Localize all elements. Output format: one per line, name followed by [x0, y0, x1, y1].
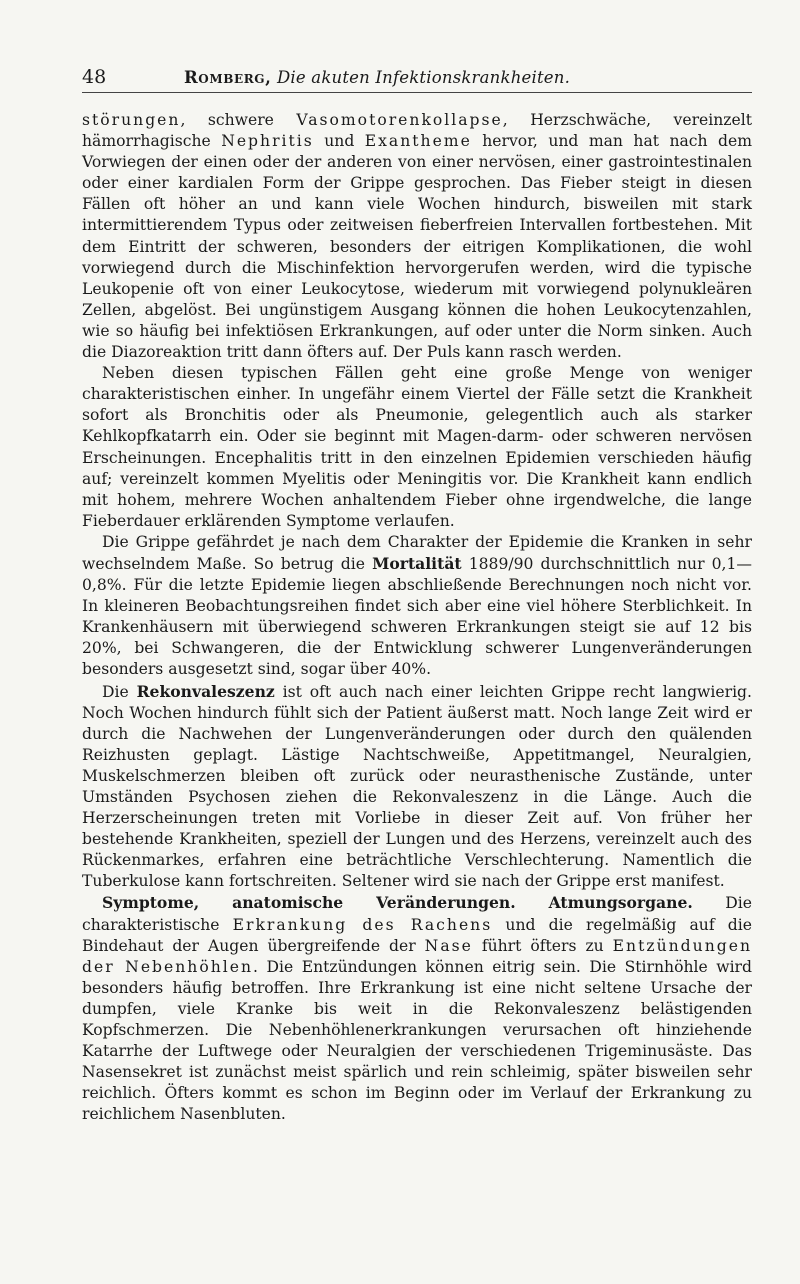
text-run: , Herzschwäche, vereinzelt hämorrhagische — [82, 111, 752, 151]
spaced-term: Nephritis — [221, 132, 314, 151]
spaced-term: Vasomotorenkollapse — [296, 111, 503, 129]
text-run: und die regelmäßig auf die Bindehaut der Augen übergreifende der — [82, 915, 752, 955]
paragraph-4 — [82, 681, 752, 893]
section-heading: Symptome, anatomische Veränderungen. Atmungsorgane. — [102, 893, 693, 913]
text-run: ist oft auch nach einer leichten Grippe recht langwierig. Noch Wochen hindurch fühlt sich der Patient äußerst matt. Noch lange Zeit wird er durch die Nachwehen der Lungenveränderungen oder durch den quälenden Reizhusten geplagt. Lästige Nachtschweiße, Appetitmangel, Neuralgien, Muskelschmerzen bleiben oft zurück oder neurasthenische Zustände, unter Umständen Psychosen ziehen die Rekonvaleszenz in die Länge. Auch die Herzerscheinungen treten mit Vorliebe in dieser Zeit auf. Von früher her bestehende Krankheiten, speziell der Lungen und des Herzens, vereinzelt auch des Rückenmarkes, erfahren eine beträchtliche Verschlechterung. Namentlich die Tuberkulose kann fortschreiten. Seltener wird sie nach der Grippe erst manifest. — [82, 682, 752, 891]
text-run: , schwere — [180, 111, 297, 129]
running-header — [82, 64, 752, 93]
text-run: 1889/90 durchschnittlich nur 0,1—0,8%. Für die letzte Epidemie liegen abschließende Berechnungen noch nicht vor. In kleineren Beobachtungsreihen findet sich aber eine viel höhere Sterblichkeit. In Krankenhäusern mit überwiegend schweren Erkrankungen steigt sie auf 12 bis 20%, bei Schwangeren, die der Entwicklung schwerer Lungenveränderungen besonders ausgesetzt sind, sogar über 40%. — [82, 554, 752, 679]
spaced-term: Exantheme — [364, 132, 472, 151]
author-name: Romberg, — [184, 68, 272, 87]
text-run: führt öfters zu — [472, 936, 613, 955]
page-number: 48 — [82, 66, 107, 88]
chapter-title: Die akuten Infektionskrankheiten. — [276, 68, 571, 87]
paragraph-2: Neben diesen typischen Fällen geht eine große Menge von weniger charakteristischen einher. In ungefähr einem Viertel der Fälle setzt die Krankheit sofort als Bronchitis oder als Pneumonie, gelegentlich auch als starker Kehlkopfkatarrh ein. Oder sie beginnt mit Magen-darm- oder schweren nervösen Erscheinungen. Encephalitis tritt in den einzelnen Epidemien verschieden häufig auf; vereinzelt kommen Myelitis oder Meningitis vor. Die Krankheit kann endlich mit hohem, mehrere Wochen anhaltendem Fieber ohne irgendwelche, die lange Fieberdauer erklärenden Symptome verlaufen. — [82, 364, 752, 530]
spaced-term: Nase — [424, 936, 473, 955]
text-run: Die Grippe gefährdet je nach dem Charakter der Epidemie die Kranken in sehr wechselndem Maße. So betrug die — [82, 532, 752, 573]
spaced-term: Entzündungen der Nebenhöhlen — [82, 936, 752, 976]
running-title — [184, 68, 570, 87]
paragraph-1 — [82, 110, 752, 363]
text-run: und — [313, 132, 365, 151]
body-text — [82, 110, 752, 1126]
book-page — [82, 64, 752, 1126]
text-run: Die charakteristische — [82, 894, 752, 934]
spaced-term: Erkrankung des Rachens — [232, 915, 493, 934]
paragraph-5 — [82, 892, 752, 1125]
spaced-term: störungen — [82, 111, 181, 129]
text-run: Die — [102, 682, 137, 701]
bold-term: Rekonvaleszenz — [136, 681, 275, 701]
paragraph-3 — [82, 532, 752, 681]
text-run: . Die Entzündungen können eitrig sein. Die Stirnhöhle wird besonders häufig betroffen. Ihre Erkrankung ist eine nicht seltene Ursache der dumpfen, viele Kranke bis weit in die Rekonvaleszenz belästigenden Kopfschmerzen. Die Nebenhöhlenerkrankungen verursachen oft hinziehende Katarrhe der Luftwege oder Neuralgien der verschiedenen Trigeminusäste. Das Nasensekret ist zunächst meist spärlich und rein schleimig, später bisweilen sehr reichlich. Öfters kommt es schon im Beginn oder im Verlauf der Erkrankung zu reichlichem Nasenbluten. — [82, 957, 752, 1124]
bold-term: Mortalität — [372, 553, 462, 573]
text-run: hervor, und man hat nach dem Vorwiegen der einen oder der anderen von einer nervösen, einer gastrointestinalen oder einer kardialen Form der Grippe gesprochen. Das Fieber steigt in diesen Fällen oft höher an und kann viele Wochen hindurch, bisweilen mit stark intermittierendem Typus oder zeitweisen fieberfreien Intervallen fortbestehen. Mit dem Eintritt der schweren, besonders der eitrigen Komplikationen, die wohl vorwiegend durch die Mischinfektion hervorgerufen werden, wird die typische Leukopenie oft von einer Leukocytose, wiederum mit vorwiegend polynukleären Zellen, abgelöst. Bei ungünstigem Ausgang können die hohen Leukocytenzahlen, wie so häufig bei infektiösen Erkrankungen, auf oder unter die Norm sinken. Auch die Diazoreaktion tritt dann öfters auf. Der Puls kann rasch werden. — [82, 132, 752, 362]
